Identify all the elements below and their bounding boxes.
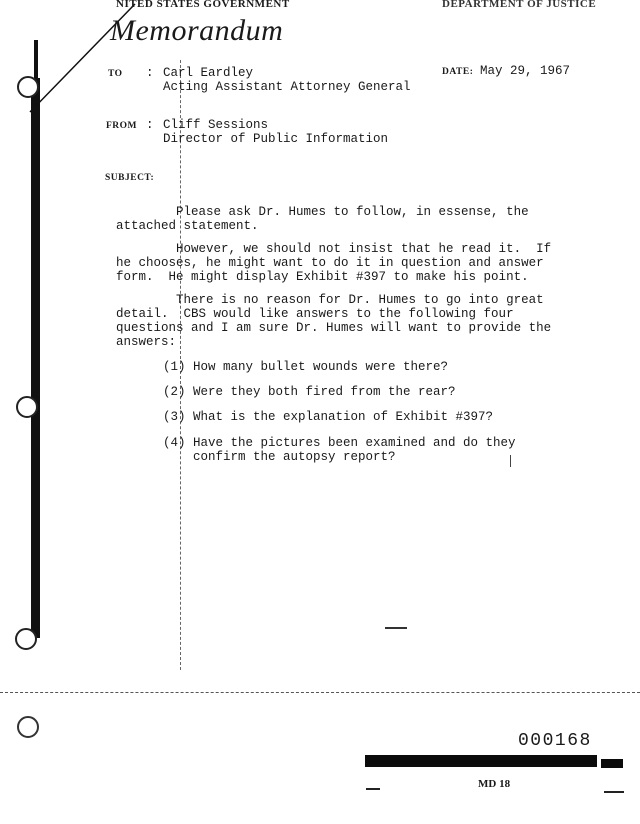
redaction-bar <box>365 755 597 767</box>
memo-title: Memorandum <box>110 14 284 47</box>
to-name: Carl Eardley <box>163 66 254 80</box>
to-colon: : <box>146 66 154 80</box>
punch-hole-lower <box>17 716 39 738</box>
body-line: However, we should not insist that he read it. If <box>116 242 552 256</box>
to-label: TO <box>108 69 123 79</box>
body-line: There is no reason for Dr. Humes to go into great <box>116 293 544 307</box>
footer-dash-left <box>366 788 380 790</box>
body-paragraph-2 <box>116 242 551 284</box>
footer-dash-right <box>604 791 624 793</box>
page-separator-dashed <box>0 692 640 693</box>
subject-label: SUBJECT: <box>105 173 155 183</box>
redaction-bar-right <box>601 759 623 768</box>
body-line: Please ask Dr. Humes to follow, in essense, the <box>116 205 529 219</box>
question-2-text: Were they both fired from the rear? <box>193 385 456 399</box>
agency-right: DEPARTMENT OF JUSTICE <box>442 0 597 10</box>
agency-left: NITED STATES GOVERNMENT <box>116 0 290 10</box>
from-name: Cliff Sessions <box>163 118 269 132</box>
question-1-text: How many bullet wounds were there? <box>193 360 449 374</box>
scan-mark <box>510 455 511 467</box>
punch-hole-bottom <box>15 628 37 650</box>
question-1-number: (1) <box>163 360 186 374</box>
body-line: detail. CBS would like answers to the following four <box>116 307 514 321</box>
body-line: questions and I am sure Dr. Humes will want to provide the <box>116 321 552 335</box>
from-label: FROM <box>106 121 138 131</box>
from-title: Director of Public Information <box>163 132 389 146</box>
body-line: form. He might display Exhibit #397 to make his point. <box>116 270 529 284</box>
body-line: attached statement. <box>116 219 259 233</box>
date-label: DATE: <box>442 67 474 77</box>
question-4-text-cont: confirm the autopsy report? <box>193 450 396 464</box>
question-4-number: (4) <box>163 436 186 450</box>
date-value: May 29, 1967 <box>480 64 571 78</box>
body-paragraph-1 <box>116 205 529 233</box>
scan-mark <box>385 627 407 629</box>
question-3-text: What is the explanation of Exhibit #397? <box>193 410 494 424</box>
body-line: he chooses, he might want to do it in question and answer <box>116 256 544 270</box>
binder-strip <box>31 78 40 638</box>
to-title: Acting Assistant Attorney General <box>163 80 411 94</box>
punch-hole-middle <box>16 396 38 418</box>
md-label: MD 18 <box>478 778 511 790</box>
question-3-number: (3) <box>163 410 186 424</box>
from-colon: : <box>146 118 154 132</box>
body-line: answers: <box>116 335 177 349</box>
question-4-text: Have the pictures been examined and do they <box>193 436 516 450</box>
question-2-number: (2) <box>163 385 186 399</box>
document-number: 000168 <box>518 731 592 751</box>
body-paragraph-3 <box>116 293 551 349</box>
